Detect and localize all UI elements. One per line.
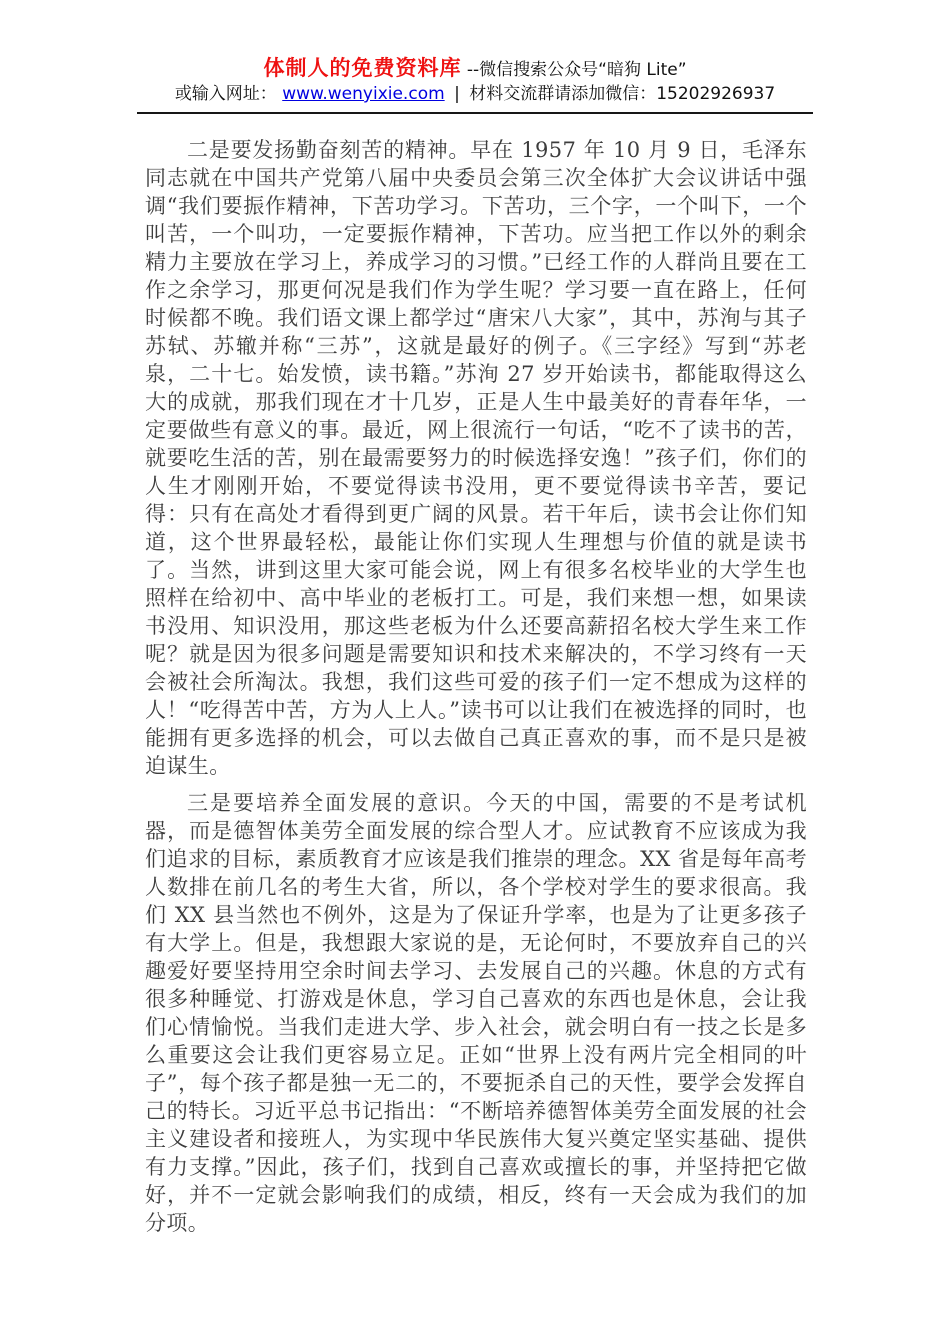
paragraph: 三是要培养全面发展的意识。今天的中国，需要的不是考试机器，而是德智体美劳全面发展的综合型人才。应试教育不应该成为我们追求的目标，素质教育才应该是我们推崇的理念。XX 省是每年高考人数排在前几名的考生大省，所以，各个学校对学生的要求很高。我们 XX 县当然也不例外，这是为了保证升学率，也是为了让更多孩子有大学上。但是，我想跟大家说的是，无论何时，不要放弃自己的兴趣爱好要坚持用空余时间去学习、去发展自己的兴趣。休息的方式有很多种睡觉、打游戏是休息，学习自己喜欢的东西也是休息，会让我们心情愉悦。当我们走进大学、步入社会，就会明白有一技之长是多么重要这会让我们更容易立足。正如“世界上没有两片完全相同的叶子”，每个孩子都是独一无二的，不要扼杀自己的天性，要学会发挥自己的特长。习近平总书记指出：“不断培养德智体美劳全面发展的社会主义建设者和接班人，为实现中华民族伟大复兴奠定坚实基础、提供有力支撑。”因此，孩子们，找到自己喜欢或擅长的事，并坚持把它做好，并不一定就会影响我们的成绩，相反，终有一天会成为我们的加分项。 <box>145 791 807 1235</box>
brand-title: 体制人的免费资料库 <box>263 56 462 80</box>
header-tagline: --微信搜索公众号“暗狗 Lite” <box>466 60 687 80</box>
header-line-2 <box>137 83 813 105</box>
header-separator: | <box>454 84 460 104</box>
header-contact-text: 材料交流群请添加微信：15202926937 <box>469 84 776 104</box>
document-body <box>145 136 807 1246</box>
watermark-header <box>137 56 813 114</box>
header-url-prefix: 或输入网址： <box>174 84 277 104</box>
paragraph: 二是要发扬勤奋刻苦的精神。早在 1957 年 10 月 9 日，毛泽东同志就在中国共产党第八届中央委员会第三次全体扩大会议讲话中强调“我们要振作精神，下苦功学习。下苦功，三个字，一个叫下，一个叫苦，一个叫功，一定要振作精神，下苦功。应当把工作以外的剩余精力主要放在学习上，养成学习的习惯。”已经工作的人群尚且要在工作之余学习，那更何况是我们作为学生呢？学习要一直在路上，任何时候都不晚。我们语文课上都学过“唐宋八大家”，其中，苏洵与其子苏轼、苏辙并称“三苏”，这就是最好的例子。《三字经》写到“苏老泉，二十七。始发愤，读书籍。”苏洵 27 岁开始读书，都能取得这么大的成就，那我们现在才十几岁，正是人生中最美好的青春年华，一定要做些有意义的事。最近，网上很流行一句话，“吃不了读书的苦，就要吃生活的苦，别在最需要努力的时候选择安逸！”孩子们，你们的人生才刚刚开始，不要觉得读书没用，更不要觉得读书辛苦，要记得：只有在高处才看得到更广阔的风景。若干年后，读书会让你们知道，这个世界最轻松，最能让你们实现人生理想与价值的就是读书了。当然，讲到这里大家可能会说，网上有很多名校毕业的大学生也照样在给初中、高中毕业的老板打工。可是，我们来想一想，如果读书没用、知识没用，那这些老板为什么还要高薪招名校大学生来工作呢？就是因为很多问题是需要知识和技术来解决的，不学习终有一天会被社会所淘汰。我想，我们这些可爱的孩子们一定不想成为这样的人！“吃得苦中苦，方为人上人。”读书可以让我们在被选择的同时，也能拥有更多选择的机会，可以去做自己真正喜欢的事，而不是只是被迫谋生。 <box>145 138 807 778</box>
website-link[interactable]: www.wenyixie.com <box>282 84 445 104</box>
header-line-1 <box>137 56 813 82</box>
